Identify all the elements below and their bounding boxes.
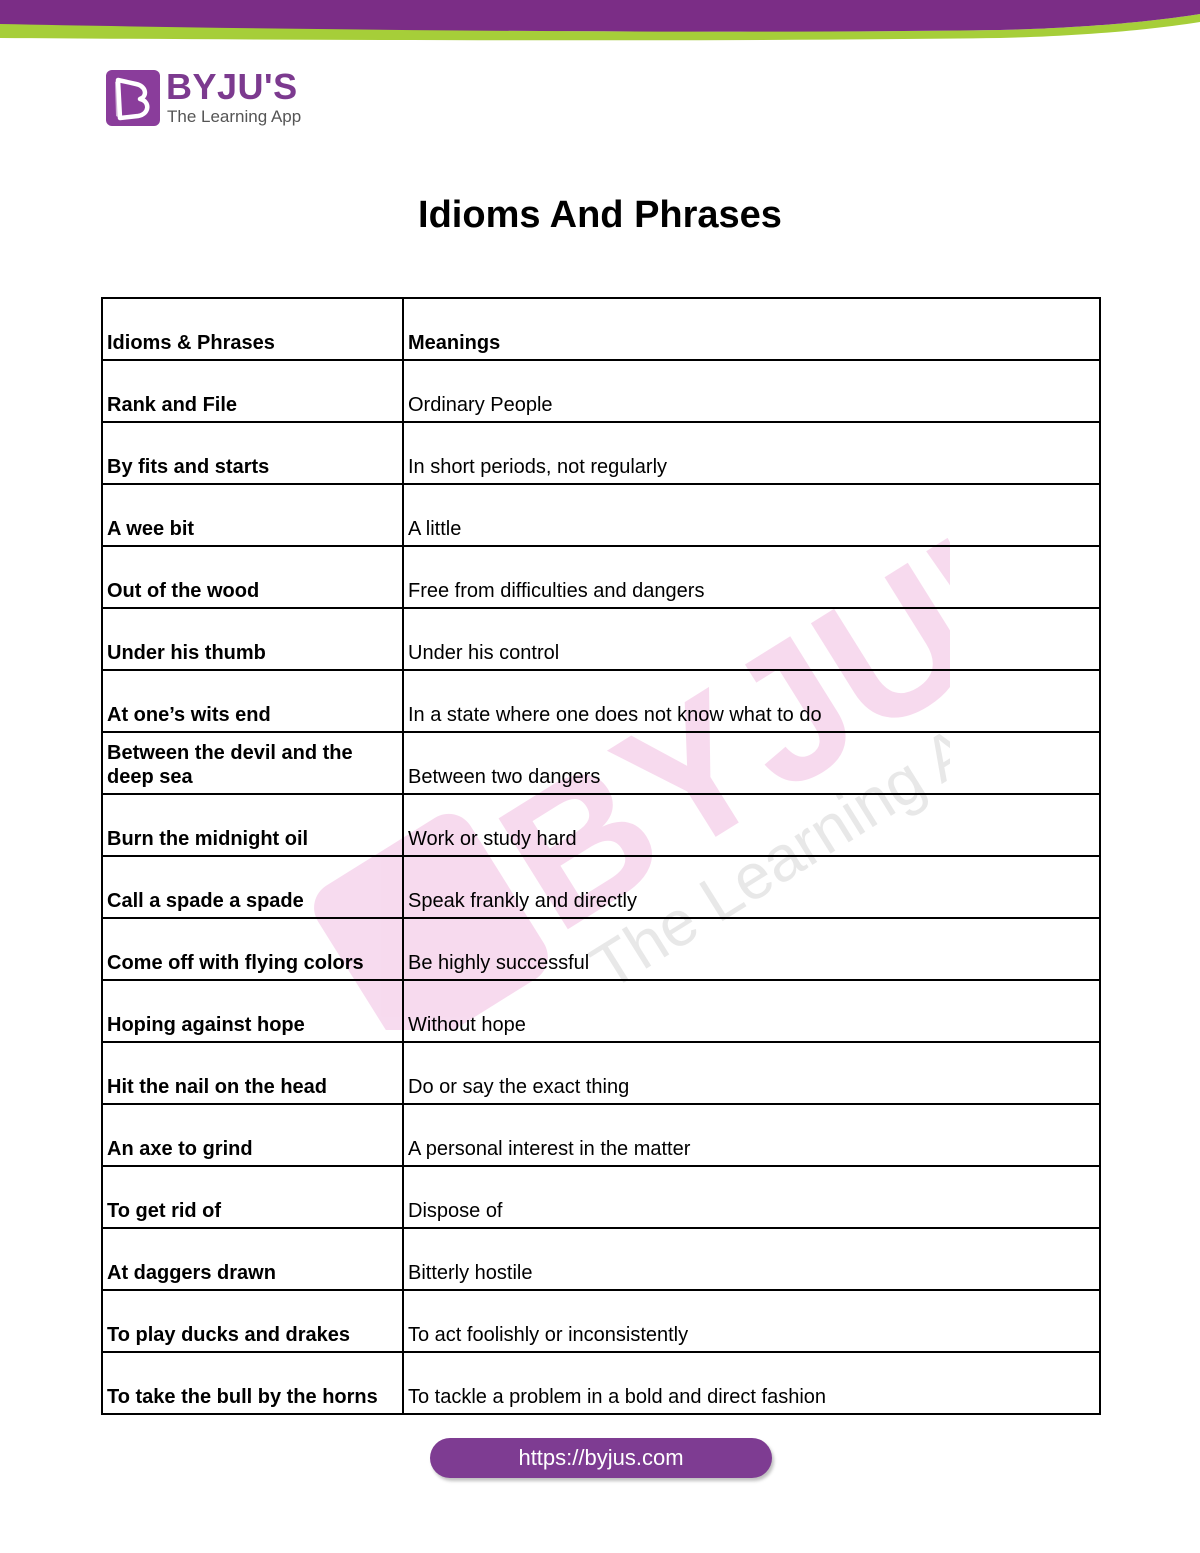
table-row xyxy=(102,422,1100,484)
website-link[interactable]: https://byjus.com xyxy=(430,1438,772,1478)
table-row xyxy=(102,732,1100,794)
table-row xyxy=(102,484,1100,546)
idiom-cell: To play ducks and drakes xyxy=(102,1290,403,1352)
idiom-cell: Between the devil and the deep sea xyxy=(102,732,403,794)
brand-tagline: The Learning App xyxy=(167,107,302,126)
meaning-cell: Dispose of xyxy=(403,1166,1100,1228)
idiom-cell: Burn the midnight oil xyxy=(102,794,403,856)
header-meanings: Meanings xyxy=(403,298,1100,360)
idiom-cell: To take the bull by the horns xyxy=(102,1352,403,1414)
table-row xyxy=(102,546,1100,608)
table-row xyxy=(102,360,1100,422)
brand-name: BYJU'S xyxy=(166,66,298,107)
idiom-cell: Come off with flying colors xyxy=(102,918,403,980)
table-row xyxy=(102,1228,1100,1290)
svg-text:The Learning App: The Learning App xyxy=(578,674,950,1004)
banner-graphic xyxy=(0,0,1200,44)
idiom-cell: Hit the nail on the head xyxy=(102,1042,403,1104)
idiom-cell: To get rid of xyxy=(102,1166,403,1228)
meaning-cell: In short periods, not regularly xyxy=(403,422,1100,484)
meaning-cell: To tackle a problem in a bold and direct fashion xyxy=(403,1352,1100,1414)
idiom-cell: Rank and File xyxy=(102,360,403,422)
meaning-cell: In a state where one does not know what to do xyxy=(403,670,1100,732)
idiom-cell: Out of the wood xyxy=(102,546,403,608)
table-row xyxy=(102,1042,1100,1104)
byjus-logo xyxy=(106,66,316,126)
meaning-cell: Between two dangers xyxy=(403,732,1100,794)
meaning-cell: Free from difficulties and dangers xyxy=(403,546,1100,608)
idiom-cell: By fits and starts xyxy=(102,422,403,484)
idiom-cell: An axe to grind xyxy=(102,1104,403,1166)
meaning-cell: Ordinary People xyxy=(403,360,1100,422)
table-row xyxy=(102,856,1100,918)
table-row xyxy=(102,1352,1100,1414)
idiom-cell: Hoping against hope xyxy=(102,980,403,1042)
meaning-cell: A little xyxy=(403,484,1100,546)
table-row xyxy=(102,1290,1100,1352)
table-row xyxy=(102,670,1100,732)
meaning-cell: A personal interest in the matter xyxy=(403,1104,1100,1166)
page-title: Idioms And Phrases xyxy=(418,194,782,236)
top-banner xyxy=(0,0,1200,44)
idiom-cell: At one’s wits end xyxy=(102,670,403,732)
meaning-cell: Do or say the exact thing xyxy=(403,1042,1100,1104)
idiom-cell: At daggers drawn xyxy=(102,1228,403,1290)
table-row xyxy=(102,980,1100,1042)
idiom-cell: Under his thumb xyxy=(102,608,403,670)
meaning-cell: Speak frankly and directly xyxy=(403,856,1100,918)
table-row xyxy=(102,794,1100,856)
idiom-cell: Call a spade a spade xyxy=(102,856,403,918)
table-header-row xyxy=(102,298,1100,360)
svg-text:BYJU'S: BYJU'S xyxy=(466,470,950,971)
table-row xyxy=(102,918,1100,980)
meaning-cell: Work or study hard xyxy=(403,794,1100,856)
idioms-table xyxy=(101,297,1101,1415)
idiom-cell: A wee bit xyxy=(102,484,403,546)
table-row xyxy=(102,1166,1100,1228)
meaning-cell: To act foolishly or inconsistently xyxy=(403,1290,1100,1352)
meaning-cell: Under his control xyxy=(403,608,1100,670)
meaning-cell: Without hope xyxy=(403,980,1100,1042)
meaning-cell: Be highly successful xyxy=(403,918,1100,980)
table-row xyxy=(102,1104,1100,1166)
header-idioms: Idioms & Phrases xyxy=(102,298,403,360)
meaning-cell: Bitterly hostile xyxy=(403,1228,1100,1290)
table-row xyxy=(102,608,1100,670)
byjus-logo-icon xyxy=(106,70,160,126)
